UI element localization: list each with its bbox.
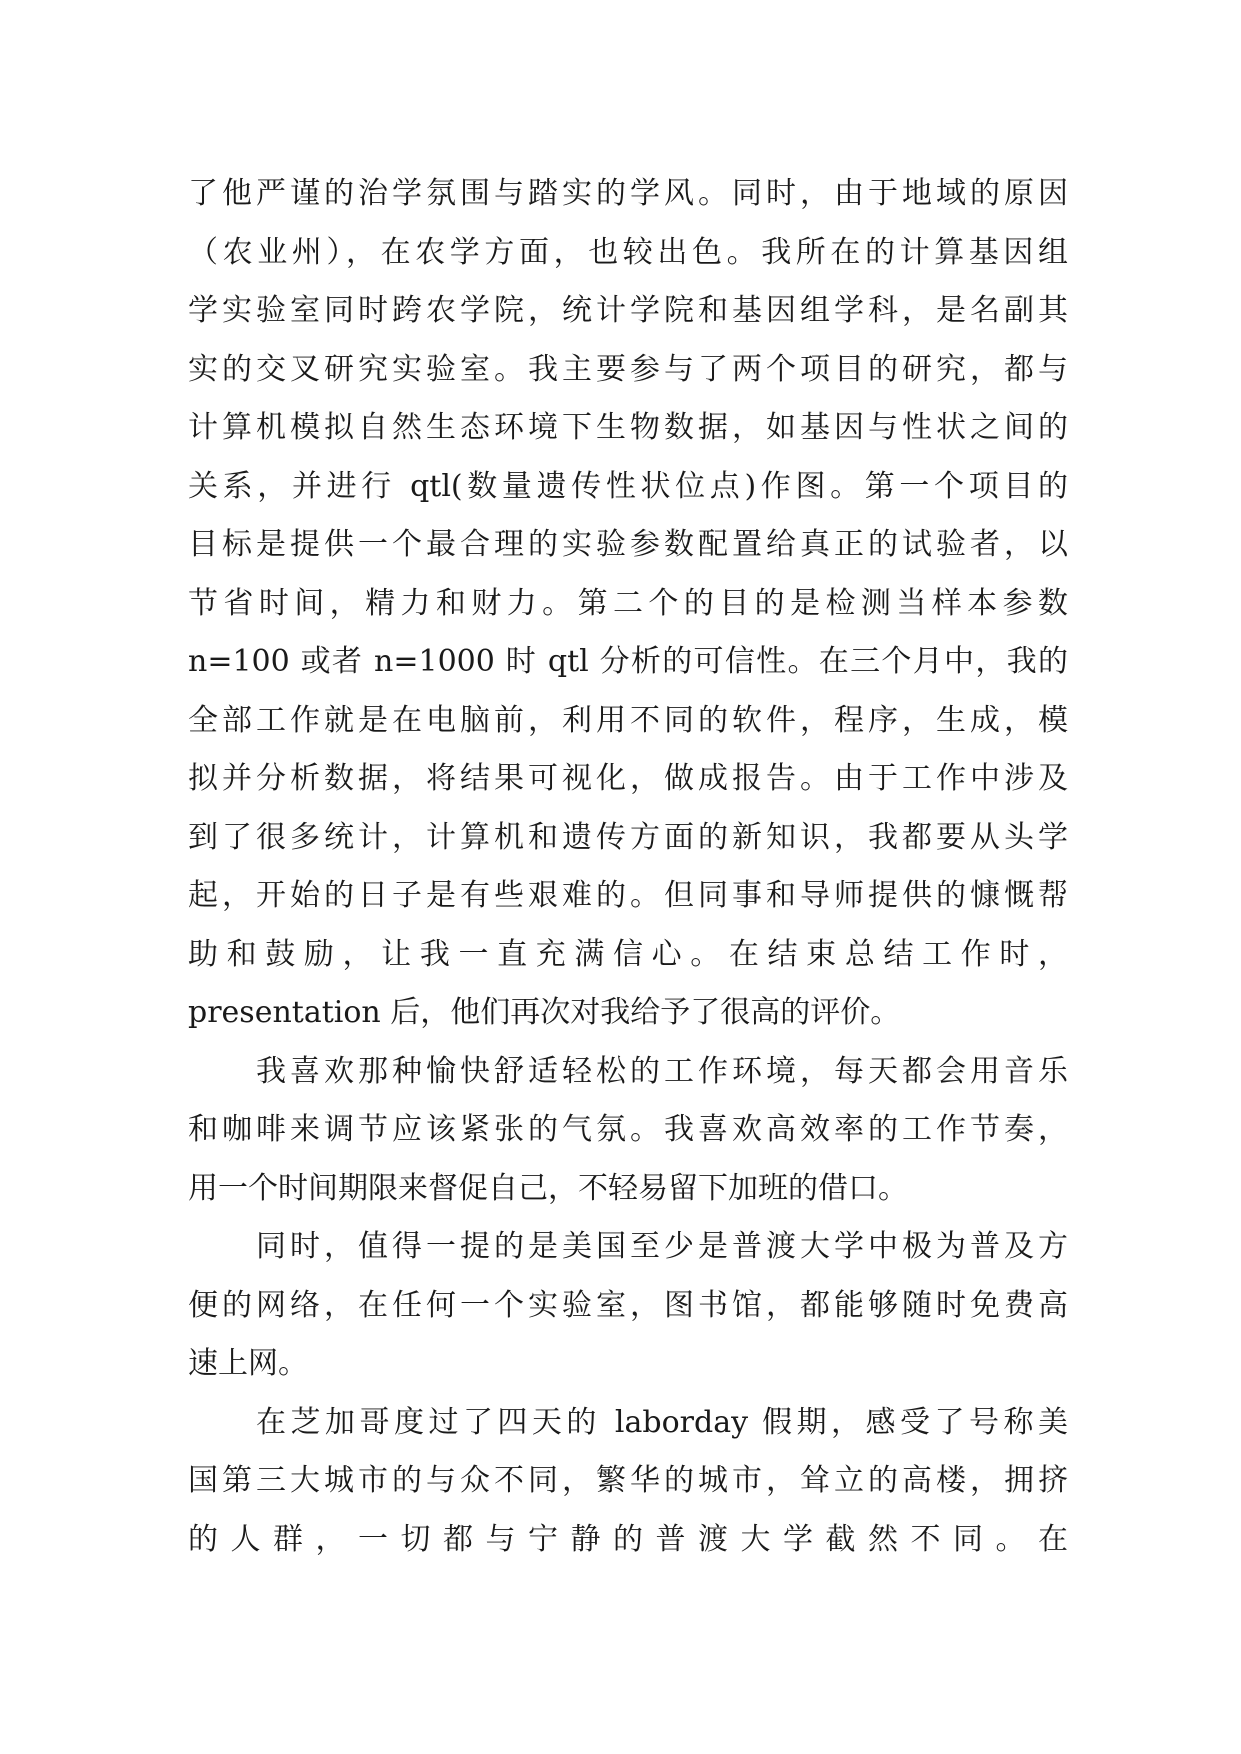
- text-line: n=100 或者 n=1000 时 qtl 分析的可信性。在三个月中，我的: [188, 644, 1068, 679]
- text-line: （农业州），在农学方面，也较出色。我所在的计算基因组: [188, 234, 1068, 270]
- text-line: 的人群，一切都与宁静的普渡大学截然不同。在: [188, 1521, 1068, 1557]
- text-line: 助和鼓励，让我一直充满信心。在结束总结工作时，: [188, 936, 1068, 972]
- text-line: 到了很多统计，计算机和遗传方面的新知识，我都要从头学: [188, 819, 1068, 855]
- text-line: 拟并分析数据，将结果可视化，做成报告。由于工作中涉及: [188, 761, 1068, 796]
- text-line: 和咖啡来调节应该紧张的气氛。我喜欢高效率的工作节奏，: [188, 1112, 1068, 1147]
- text-line: 起，开始的日子是有些艰难的。但同事和导师提供的慷慨帮: [188, 878, 1068, 913]
- text-line: 速上网。: [188, 1346, 308, 1381]
- text-line: 便的网络，在任何一个实验室，图书馆，都能够随时免费高: [188, 1287, 1068, 1323]
- text-line: 关系，并进行 qtl(数量遗传性状位点)作图。第一个项目的: [188, 468, 1068, 504]
- paragraph-first-line: 我喜欢那种愉快舒适轻松的工作环境，每天都会用音乐: [256, 1053, 1068, 1089]
- paragraph-first-line: 在芝加哥度过了四天的 laborday 假期，感受了号称美: [256, 1404, 1068, 1440]
- paragraph-first-line: 同时，值得一提的是美国至少是普渡大学中极为普及方: [256, 1229, 1068, 1264]
- text-line: 节省时间，精力和财力。第二个的目的是检测当样本参数: [188, 585, 1068, 621]
- text-line: 实的交叉研究实验室。我主要参与了两个项目的研究，都与: [188, 351, 1068, 387]
- text-line: 国第三大城市的与众不同，繁华的城市，耸立的高楼，拥挤: [188, 1463, 1068, 1498]
- text-line: 目标是提供一个最合理的实验参数配置给真正的试验者，以: [188, 527, 1068, 562]
- text-line: 了他严谨的治学氛围与踏实的学风。同时，由于地域的原因: [188, 176, 1068, 211]
- text-line: 全部工作就是在电脑前，利用不同的软件，程序，生成，模: [188, 702, 1068, 738]
- text-line: 学实验室同时跨农学院，统计学院和基因组学科，是名副其: [188, 293, 1068, 328]
- text-line: 计算机模拟自然生态环境下生物数据，如基因与性状之间的: [188, 410, 1068, 445]
- text-line: 用一个时间期限来督促自己，不轻易留下加班的借口。: [188, 1170, 908, 1206]
- body-text: [188, 165, 1068, 1569]
- text-line: presentation 后，他们再次对我给予了很高的评价。: [188, 995, 901, 1030]
